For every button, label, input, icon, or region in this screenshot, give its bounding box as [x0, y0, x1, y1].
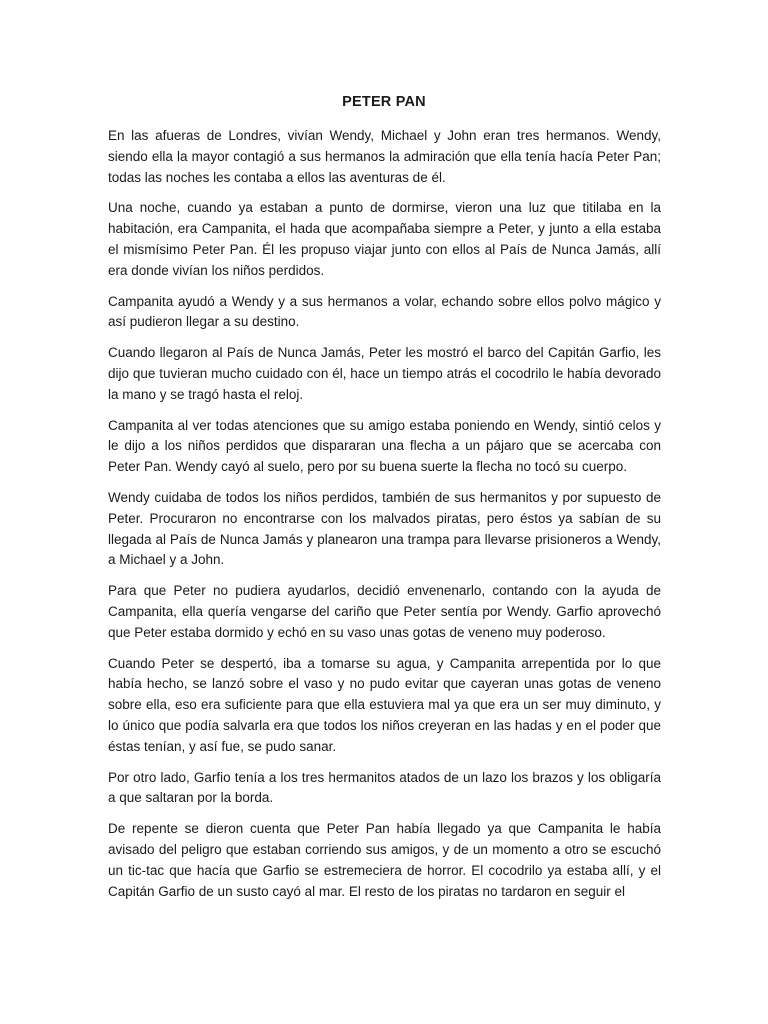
paragraph: Por otro lado, Garfio tenía a los tres hermanitos atados de un lazo los brazos y los obligaría a que saltaran por la borda. [108, 769, 661, 806]
paragraph: Campanita al ver todas atenciones que su amigo estaba poniendo en Wendy, sintió celos y le dijo a los niños perdidos que dispararan una flecha a un pájaro que se acercaba con Peter Pan. Wendy cayó al suelo, pero por su buena suerte la flecha no tocó su cuerpo. [108, 417, 661, 475]
paragraph: Campanita ayudó a Wendy y a sus hermanos a volar, echando sobre ellos polvo mágico y así pudieron llegar a su destino. [108, 293, 661, 330]
document-body [108, 126, 661, 912]
paragraph: Cuando llegaron al País de Nunca Jamás, Peter les mostró el barco del Capitán Garfio, les dijo que tuvieran mucho cuidado con él, hace un tiempo atrás el cocodrilo le había devorado la mano y se tragó hasta el reloj. [108, 345, 661, 402]
paragraph: De repente se dieron cuenta que Peter Pan había llegado ya que Campanita le había avisado del peligro que estaban corriendo sus amigos, y de un momento a otro se escuchó un tic-tac que hacía que Garfio se estremeciera de horror. El cocodrilo ya estaba allí, y el Capitán Garfio de un susto cayó al mar. El resto de los piratas no tardaron en seguir el [108, 821, 661, 899]
paragraph: Cuando Peter se despertó, iba a tomarse su agua, y Campanita arrepentida por lo que había hecho, se lanzó sobre el vaso y no pudo evitar que cayeran unas gotas de veneno sobre ella, eso era suficiente para que ella estuviera mal ya que era un ser muy diminuto, y lo único que podía salvarla era que todos los niños creyeran en las hadas y en el poder que éstas tenían, y así fue, se pudo sanar. [108, 655, 661, 754]
paragraph: Una noche, cuando ya estaban a punto de dormirse, vieron una luz que titilaba en la habitación, era Campanita, el hada que acompañaba siempre a Peter, y junto a ella estaba el mismísimo Peter Pan. Él les propuso viajar junto con ellos al País de Nunca Jamás, allí era donde vivían los niños perdidos. [108, 200, 661, 278]
paragraph: Wendy cuidaba de todos los niños perdidos, también de sus hermanitos y por supuesto de Peter. Procuraron no encontrarse con los malvados piratas, pero éstos ya sabían de su llegada al País de Nunca Jamás y planearon una trampa para llevarse prisioneros a Wendy, a Michael y a John. [108, 489, 661, 568]
paragraph: En las afueras de Londres, vivían Wendy, Michael y John eran tres hermanos. Wendy, siendo ella la mayor contagió a sus hermanos la admiración que ella tenía hacía Peter Pan; todas las noches les contaba a ellos las aventuras de él. [108, 128, 661, 185]
paragraph: Para que Peter no pudiera ayudarlos, decidió envenenarlo, contando con la ayuda de Campanita, ella quería vengarse del cariño que Peter sentía por Wendy. Garfio aprovechó que Peter estaba dormido y echó en su vaso unas gotas de veneno muy poderoso. [108, 583, 661, 640]
document-title: PETER PAN [342, 94, 426, 110]
